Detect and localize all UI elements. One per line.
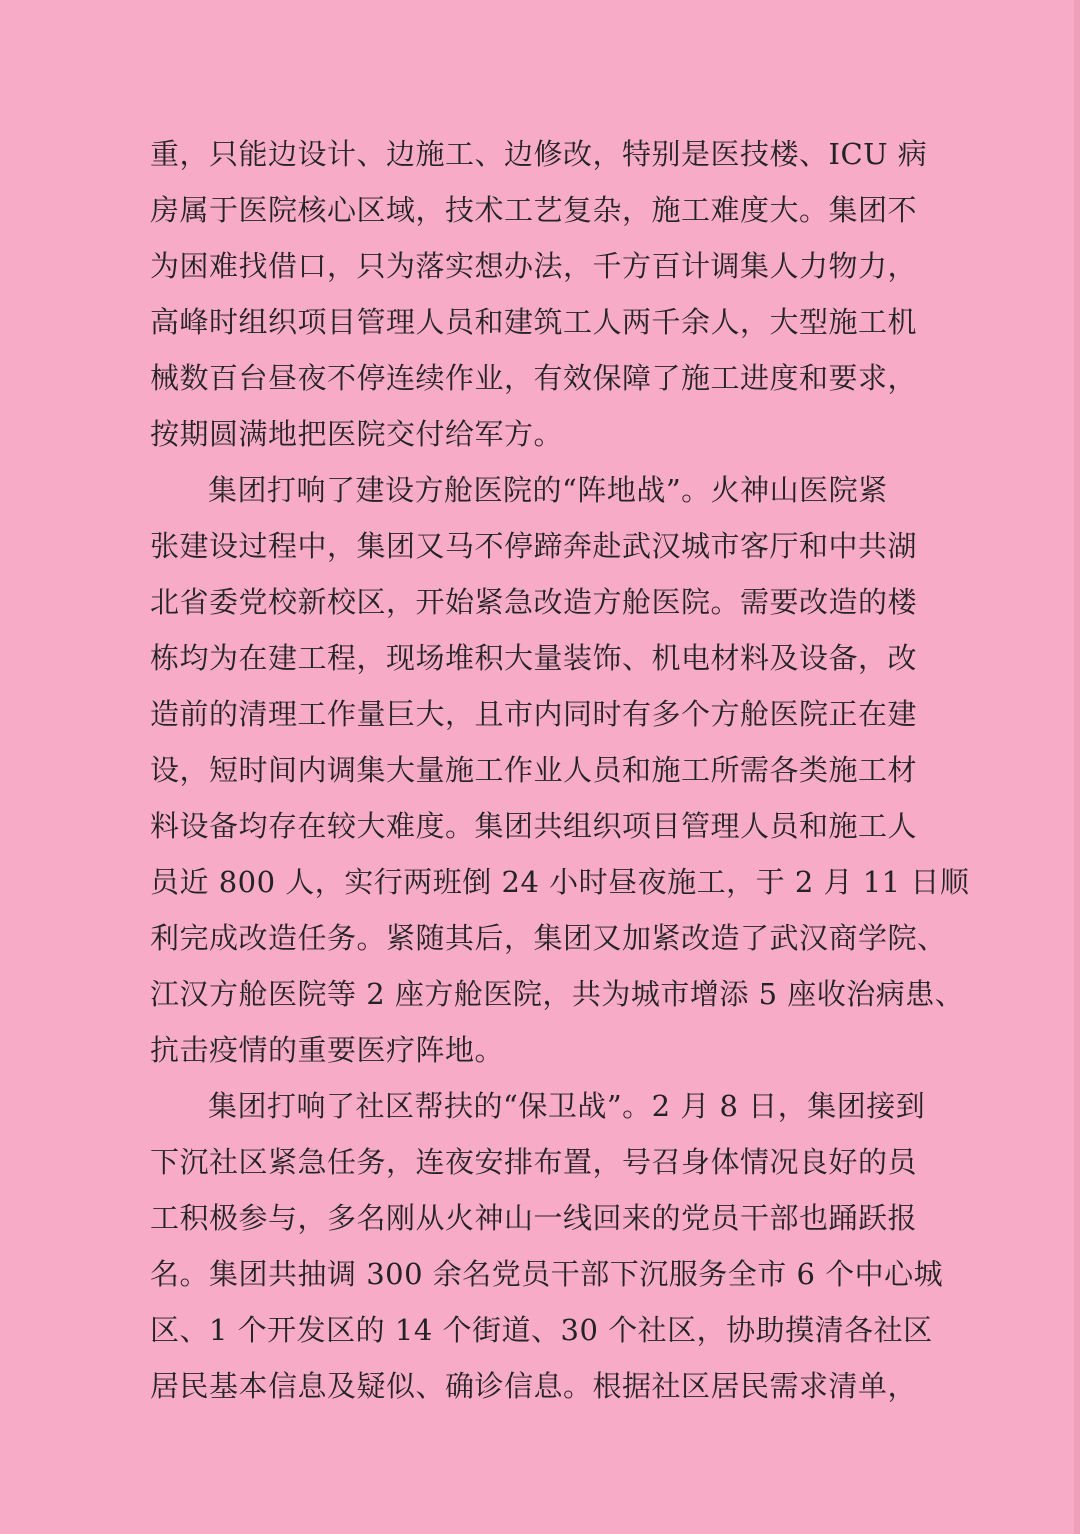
text-line: 械数百台昼夜不停连续作业，有效保障了施工进度和要求，: [150, 361, 918, 395]
text-line: 区、1 个开发区的 14 个街道、30 个社区，协助摸清各社区: [150, 1313, 933, 1347]
text-line: 设，短时间内调集大量施工作业人员和施工所需各类施工材: [150, 753, 918, 787]
paragraph-1: [150, 126, 928, 462]
text-line: 名。集团共抽调 300 余名党员干部下沉服务全市 6 个中心城: [150, 1257, 944, 1291]
text-line: 高峰时组织项目管理人员和建筑工人两千余人，大型施工机: [150, 305, 918, 339]
text-line: 江汉方舱医院等 2 座方舱医院，共为城市增添 5 座收治病患、: [150, 977, 965, 1011]
text-line: 抗击疫情的重要医疗阵地。: [150, 1033, 505, 1067]
text-line: 下沉社区紧急任务，连夜安排布置，号召身体情况良好的员: [150, 1145, 918, 1179]
text-line: 工积极参与，多名刚从火神山一线回来的党员干部也踊跃报: [150, 1201, 918, 1235]
text-line: 北省委党校新校区，开始紧急改造方舱医院。需要改造的楼: [150, 585, 918, 619]
text-line: 房属于医院核心区域，技术工艺复杂，施工难度大。集团不: [150, 193, 918, 227]
text-line: 造前的清理工作量巨大，且市内同时有多个方舱医院正在建: [150, 697, 918, 731]
text-line: 料设备均存在较大难度。集团共组织项目管理人员和施工人: [150, 809, 918, 843]
page-edge: [1074, 0, 1080, 1534]
text-line: 为困难找借口，只为落实想办法，千方百计调集人力物力，: [150, 249, 918, 283]
text-line: 集团打响了建设方舱医院的“阵地战”。火神山医院紧: [208, 473, 888, 507]
paragraph-2: [150, 462, 970, 1078]
text-line: 栋均为在建工程，现场堆积大量装饰、机电材料及设备，改: [150, 641, 918, 675]
text-line: 居民基本信息及疑似、确诊信息。根据社区居民需求清单，: [150, 1369, 918, 1403]
text-line: 员近 800 人，实行两班倒 24 小时昼夜施工，于 2 月 11 日顺: [150, 865, 970, 899]
paragraph-3: [150, 1078, 944, 1414]
text-line: 重，只能边设计、边施工、边修改，特别是医技楼、ICU 病: [150, 137, 928, 171]
body-text: [150, 126, 970, 1414]
text-line: 集团打响了社区帮扶的“保卫战”。2 月 8 日，集团接到: [208, 1089, 926, 1123]
text-line: 张建设过程中，集团又马不停蹄奔赴武汉城市客厅和中共湖: [150, 529, 918, 563]
text-line: 按期圆满地把医院交付给军方。: [150, 417, 564, 451]
text-line: 利完成改造任务。紧随其后，集团又加紧改造了武汉商学院、: [150, 921, 947, 955]
